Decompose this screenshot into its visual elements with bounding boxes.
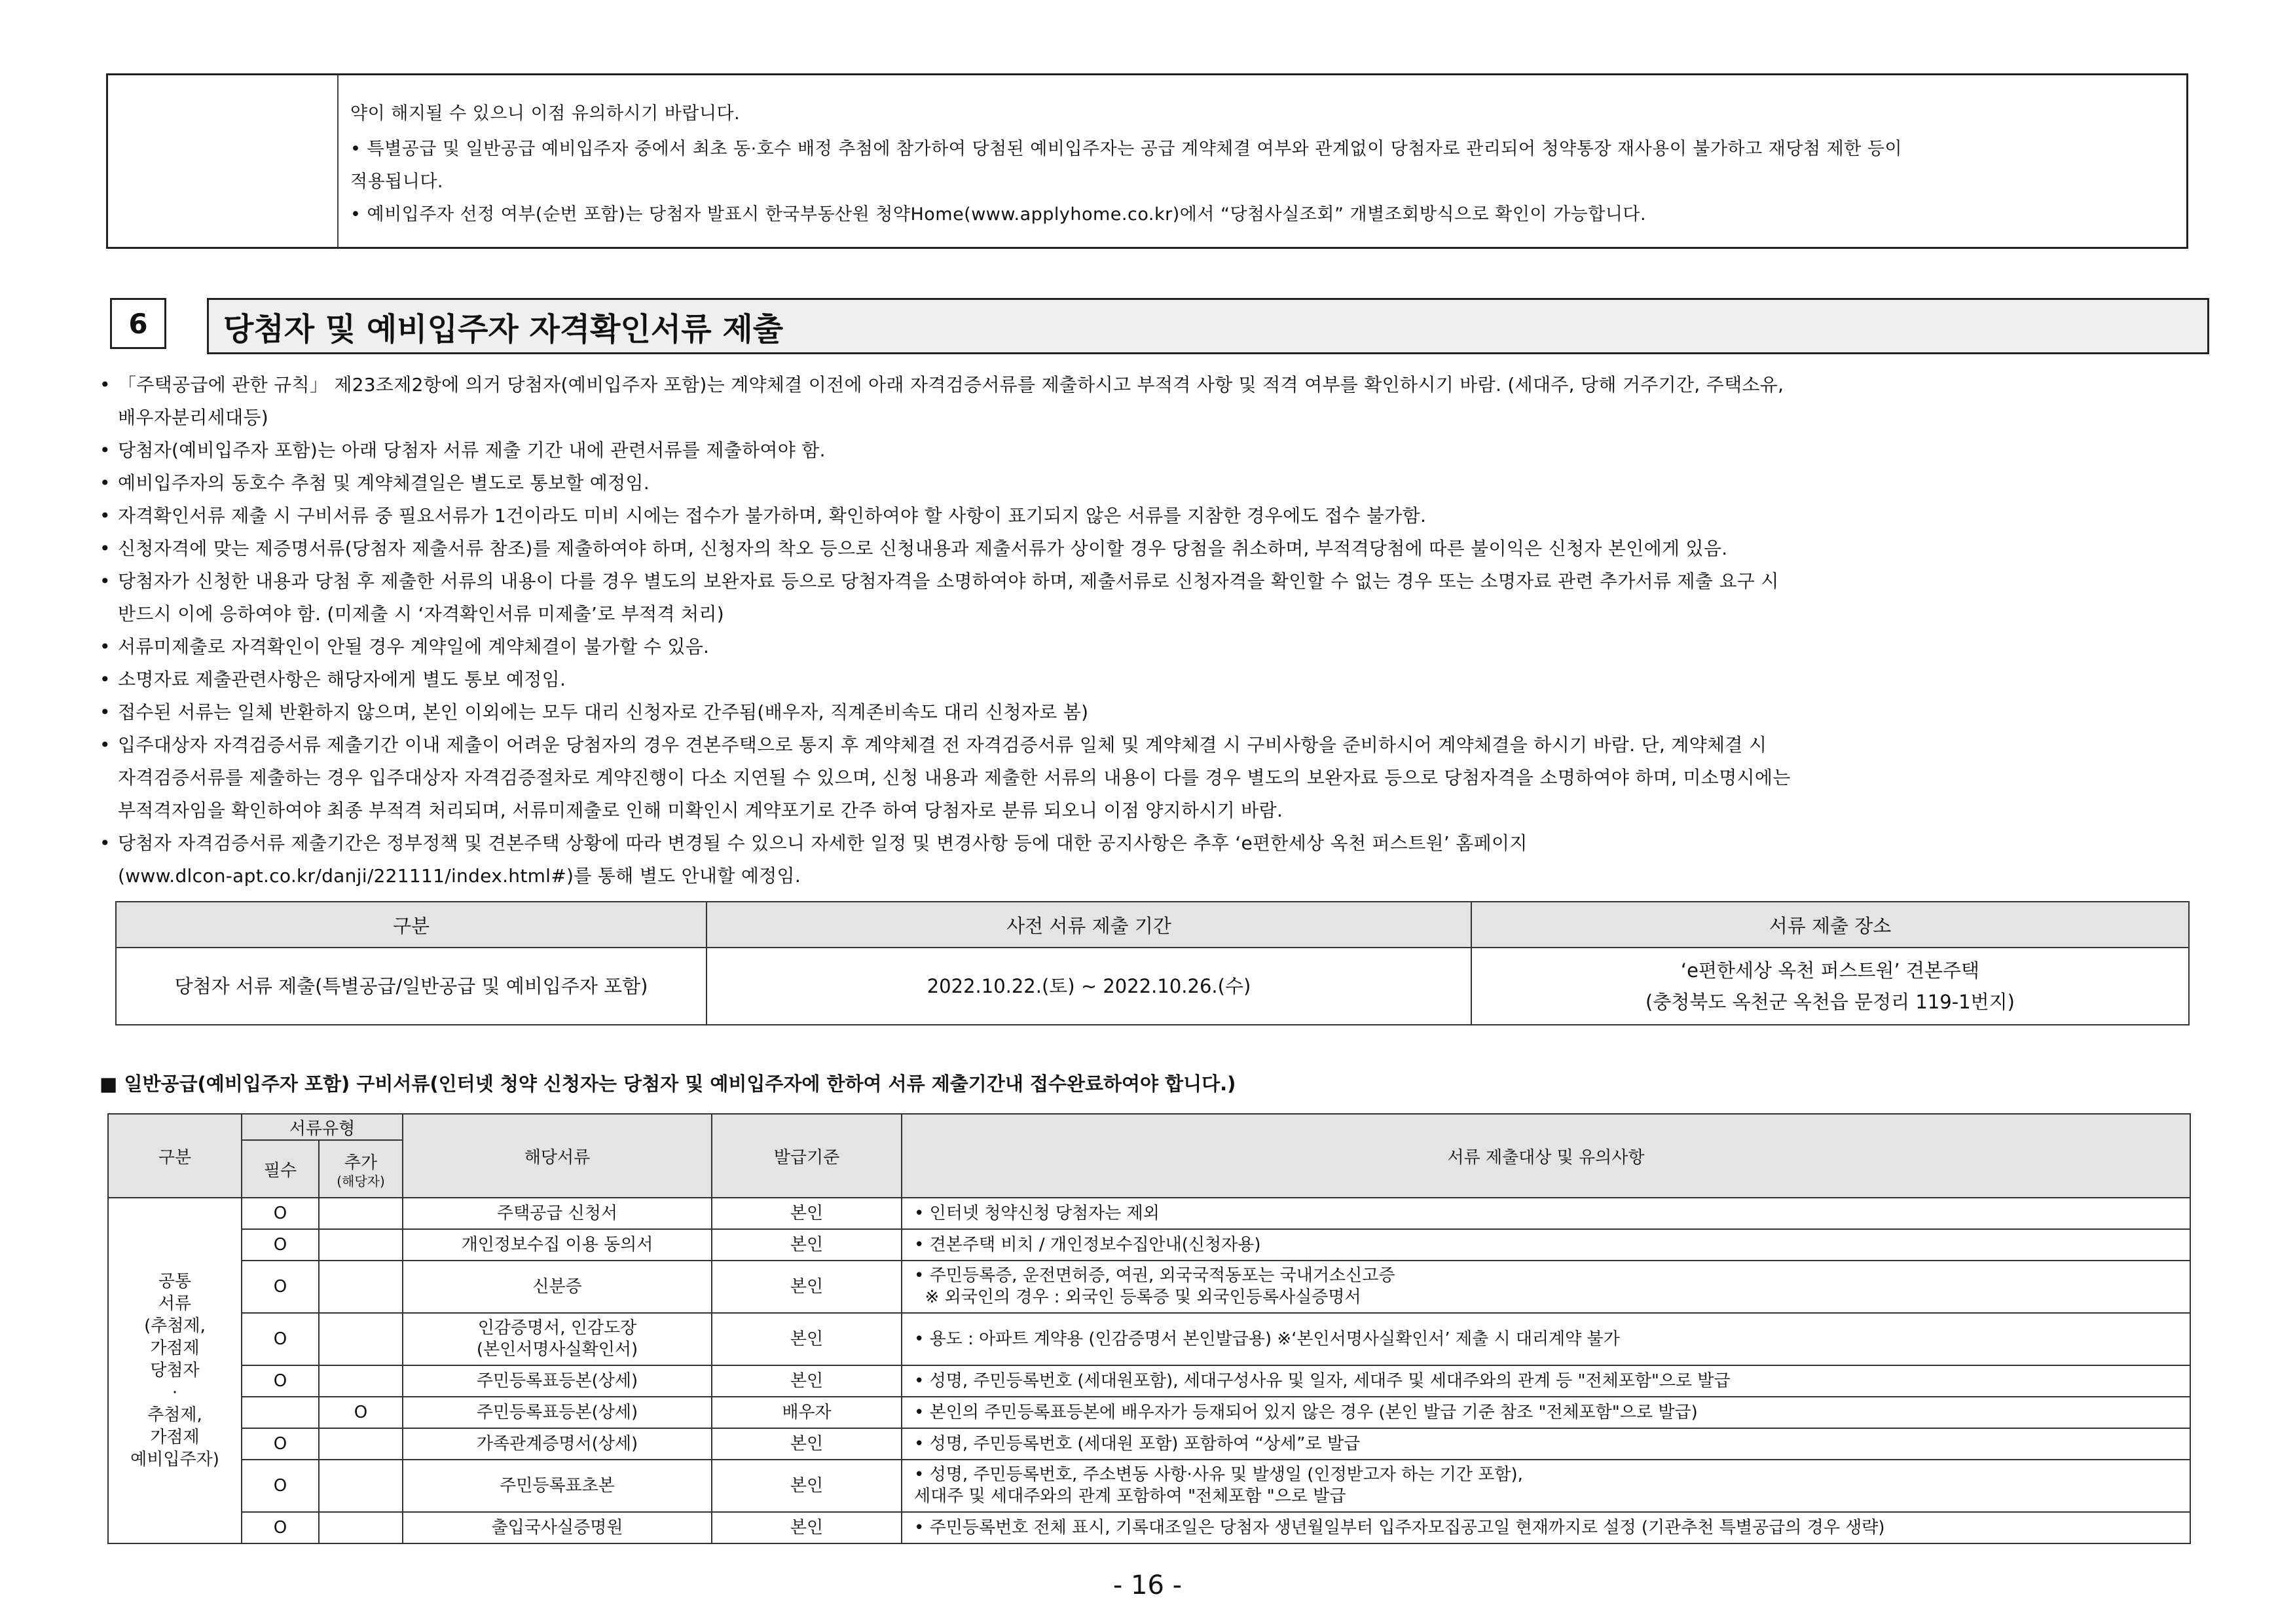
document-notes: • 성명, 주민등록번호 (세대원포함), 세대구성사유 및 일자, 세대주 및 세대주와의 관계 등 "전체포함"으로 발급	[902, 1365, 2190, 1397]
group-label-line: 추첨제,	[147, 1405, 202, 1425]
issue-basis: 본인	[712, 1198, 902, 1229]
submission-schedule-table	[115, 901, 2190, 1025]
bullet-item: • 예비입주자의 동호수 추첨 및 계약체결일은 별도로 통보할 예정임.	[100, 472, 650, 494]
table-header: 구분	[116, 902, 707, 948]
required-mark: O	[242, 1261, 319, 1313]
document-notes: • 본인의 주민등록표등본에 배우자가 등재되어 있지 않은 경우 (본인 발급 기준 참조 "전체포함"으로 발급)	[902, 1397, 2190, 1428]
submission-period: 2022.10.22.(토) ~ 2022.10.26.(수)	[707, 948, 1471, 1025]
table-header: 서류 제출 장소	[1471, 902, 2189, 948]
additional-mark	[319, 1428, 403, 1460]
top-box-line: 약이 해지될 수 있으니 이점 유의하시기 바랍니다.	[350, 103, 741, 124]
note-line: • 주민등록증, 운전면허증, 여권, 외국국적동포는 국내거소신고증	[914, 1266, 1395, 1285]
group-label-line: 당첨자	[150, 1361, 200, 1380]
bullet-item: • 서류미제출로 자격확인이 안될 경우 계약일에 계약체결이 불가할 수 있음.	[100, 636, 710, 657]
bullet-item: • 당첨자가 신청한 내용과 당첨 후 제출한 서류의 내용이 다를 경우 별도의 보완자료 등으로 당첨자격을 소명하여야 하며, 제출서류로 신청자격을 확인할 수 없는 경우 또는 소명자료 관련 추가서류 제출 요구 시	[100, 570, 1779, 592]
document-notes	[902, 1261, 2190, 1313]
table-row	[108, 1460, 2190, 1512]
additional-mark	[319, 1198, 403, 1229]
note-line: 세대주 및 세대주와의 관계 포함하여 "전체포함 "으로 발급	[914, 1486, 1346, 1506]
table-header: 발급기준	[712, 1114, 902, 1198]
document-name: 주민등록표등본(상세)	[403, 1397, 712, 1428]
additional-mark	[319, 1229, 403, 1261]
document-name: 주택공급 신청서	[403, 1198, 712, 1229]
document-name: 신분증	[403, 1261, 712, 1313]
bullet-item: • 「주택공급에 관한 규칙」 제23조제2항에 의거 당첨자(예비입주자 포함)는 계약체결 이전에 아래 자격검증서류를 제출하시고 부적격 사항 및 적격 여부를 확인하시기 바람. (세대주, 당해 거주기간, 주택소유,	[100, 374, 1784, 396]
bullet-continuation: 부적격자임을 확인하여야 최종 부적격 처리되며, 서류미제출로 인해 미확인시 계약포기로 간주 하여 당첨자로 분류 되오니 이점 양지하시기 바람.	[118, 800, 1283, 821]
required-mark: O	[242, 1229, 319, 1261]
table-header: 해당서류	[403, 1114, 712, 1198]
additional-mark	[319, 1261, 403, 1313]
document-name	[403, 1313, 712, 1365]
issue-basis: 본인	[712, 1365, 902, 1397]
table-row	[108, 1229, 2190, 1261]
table-row	[108, 1428, 2190, 1460]
document-name: 가족관계증명서(상세)	[403, 1428, 712, 1460]
required-mark: O	[242, 1512, 319, 1543]
note-line: • 성명, 주민등록번호, 주소변동 사항·사유 및 발생일 (인정받고자 하는 기간 포함),	[914, 1465, 1523, 1485]
group-label-line: 예비입주자)	[130, 1450, 219, 1469]
top-box-line: • 예비입주자 선정 여부(순번 포함)는 당첨자 발표시 한국부동산원 청약Home(www.applyhome.co.kr)에서 “당첨사실조회” 개별조회방식으로 확인이 가능합니다.	[350, 204, 1647, 225]
bullet-item: • 입주대상자 자격검증서류 제출기간 이내 제출이 어려운 당첨자의 경우 견본주택으로 통지 후 계약체결 전 자격검증서류 일체 및 계약체결 시 구비사항을 준비하시어 계약체결을 하시기 바람. 단, 계약체결 시	[100, 734, 1767, 756]
top-box-line: • 특별공급 및 일반공급 예비입주자 중에서 최초 동·호수 배정 추첨에 참가하여 당첨된 예비입주자는 공급 계약체결 여부와 관계없이 당첨자로 관리되어 청약통장 재사용이 불가하고 재당첨 제한 등이	[350, 139, 1903, 159]
table-header: 서류 제출대상 및 유의사항	[902, 1114, 2190, 1198]
table-row	[108, 1365, 2190, 1397]
section-number: 6	[110, 298, 166, 349]
table-header: 사전 서류 제출 기간	[707, 902, 1471, 948]
required-mark: O	[242, 1460, 319, 1512]
additional-mark	[319, 1512, 403, 1543]
document-name: 출입국사실증명원	[403, 1512, 712, 1543]
bullet-continuation: 반드시 이에 응하여야 함. (미제출 시 ‘자격확인서류 미제출’로 부적격 처리)	[118, 603, 724, 625]
required-mark: O	[242, 1313, 319, 1365]
document-name: 개인정보수집 이용 동의서	[403, 1229, 712, 1261]
issue-basis: 본인	[712, 1229, 902, 1261]
document-notes: • 주민등록번호 전체 표시, 기록대조일은 당첨자 생년월일부터 입주자모집공고일 현재까지로 설정 (기관추천 특별공급의 경우 생략)	[902, 1512, 2190, 1543]
submission-place-name: ‘e편한세상 옥천 퍼스트원’ 견본주택	[1680, 959, 1980, 982]
table-header-sublabel: (해당자)	[337, 1173, 385, 1189]
bullet-item: • 접수된 서류는 일체 반환하지 않으며, 본인 이외에는 모두 대리 신청자로 간주됨(배우자, 직계존비속도 대리 신청자로 봄)	[100, 701, 1089, 723]
group-label-line: 가점제	[150, 1338, 200, 1358]
submission-place-address: (충청북도 옥천군 옥천읍 문정리 119-1번지)	[1645, 991, 2015, 1013]
group-label-line: (추첨제,	[144, 1316, 206, 1336]
group-label-line: 서류	[158, 1294, 192, 1314]
documents-table-caption: ■ 일반공급(예비입주자 포함) 구비서류(인터넷 청약 신청자는 당첨자 및 예비입주자에 한하여 서류 제출기간내 접수완료하여야 합니다.)	[100, 1073, 1236, 1095]
required-documents-table	[107, 1113, 2191, 1544]
table-row	[108, 1397, 2190, 1428]
table-row	[108, 1313, 2190, 1365]
bullet-continuation: 자격검증서류를 제출하는 경우 입주대상자 자격검증절차로 계약진행이 다소 지연될 수 있으며, 신청 내용과 제출한 서류의 내용이 다를 경우 별도의 보완자료 등으로 당첨자격을 소명하여야 하며, 미소명시에는	[118, 767, 1791, 788]
issue-basis: 배우자	[712, 1397, 902, 1428]
table-header	[319, 1140, 403, 1198]
note-line: ※ 외국인의 경우 : 외국인 등록증 및 외국인등록사실증명서	[914, 1287, 1361, 1307]
group-label-line: ·	[172, 1383, 178, 1403]
bullet-continuation: 배우자분리세대등)	[118, 407, 269, 428]
bullet-item: • 신청자격에 맞는 제증명서류(당첨자 제출서류 참조)를 제출하여야 하며, 신청자의 착오 등으로 신청내용과 제출서류가 상이할 경우 당첨을 취소하며, 부적격당첨에 따른 불이익은 신청자 본인에게 있음.	[100, 538, 1728, 559]
document-name-line: (본인서명사실확인서)	[476, 1340, 638, 1359]
required-mark	[242, 1397, 319, 1428]
submission-place	[1471, 948, 2189, 1025]
issue-basis: 본인	[712, 1460, 902, 1512]
table-row	[108, 1512, 2190, 1543]
bullet-item: • 당첨자(예비입주자 포함)는 아래 당첨자 서류 제출 기간 내에 관련서류를 제출하여야 함.	[100, 439, 826, 461]
document-name-line: 인감증명서, 인감도장	[477, 1318, 637, 1338]
additional-mark: O	[319, 1397, 403, 1428]
required-mark: O	[242, 1365, 319, 1397]
bullet-item: • 자격확인서류 제출 시 구비서류 중 필요서류가 1건이라도 미비 시에는 접수가 불가하며, 확인하여야 할 사항이 표기되지 않은 서류를 지참한 경우에도 접수 불가함.	[100, 505, 1427, 526]
table-row	[108, 1261, 2190, 1313]
table-row	[108, 1198, 2190, 1229]
document-name: 주민등록표초본	[403, 1460, 712, 1512]
table-header: 서류유형	[242, 1114, 403, 1140]
document-name: 주민등록표등본(상세)	[403, 1365, 712, 1397]
issue-basis: 본인	[712, 1313, 902, 1365]
required-mark: O	[242, 1428, 319, 1460]
issue-basis: 본인	[712, 1512, 902, 1543]
bullet-continuation: (www.dlcon-apt.co.kr/danji/221111/index.html#)를 통해 별도 안내할 예정임.	[118, 865, 801, 887]
document-notes: • 견본주택 비치 / 개인정보수집안내(신청자용)	[902, 1229, 2190, 1261]
table-header: 필수	[242, 1140, 319, 1198]
document-notes: • 성명, 주민등록번호 (세대원 포함) 포함하여 “상세”로 발급	[902, 1428, 2190, 1460]
document-notes	[902, 1460, 2190, 1512]
previous-section-box	[106, 73, 2188, 249]
required-mark: O	[242, 1198, 319, 1229]
submission-category: 당첨자 서류 제출(특별공급/일반공급 및 예비입주자 포함)	[116, 948, 707, 1025]
document-notes: • 인터넷 청약신청 당첨자는 제외	[902, 1198, 2190, 1229]
issue-basis: 본인	[712, 1261, 902, 1313]
additional-mark	[319, 1460, 403, 1512]
group-label-line: 가점제	[150, 1428, 200, 1447]
table-header-label: 추가	[344, 1153, 378, 1173]
bullet-item: • 소명자료 제출관련사항은 해당자에게 별도 통보 예정임.	[100, 669, 566, 690]
document-notes: • 용도 : 아파트 계약용 (인감증명서 본인발급용) ※‘본인서명사실확인서’ 제출 시 대리계약 불가	[902, 1313, 2190, 1365]
table-header-row	[116, 902, 2189, 948]
additional-mark	[319, 1365, 403, 1397]
issue-basis: 본인	[712, 1428, 902, 1460]
table-row	[116, 948, 2189, 1025]
table-header-row	[108, 1114, 2190, 1140]
bullet-item: • 당첨자 자격검증서류 제출기간은 정부정책 및 견본주택 상황에 따라 변경될 수 있으니 자세한 일정 및 변경사항 등에 대한 공지사항은 추후 ‘e편한세상 옥천 퍼스트원’ 홈페이지	[100, 832, 1528, 854]
group-label	[108, 1198, 242, 1543]
additional-mark	[319, 1313, 403, 1365]
top-box-line: 적용됩니다.	[350, 172, 443, 192]
column-divider	[337, 75, 339, 247]
group-label-line: 공통	[158, 1272, 192, 1291]
section-title: 당첨자 및 예비입주자 자격확인서류 제출	[207, 298, 2209, 354]
page-number: - 16 -	[1112, 1570, 1183, 1600]
table-header: 구분	[108, 1114, 242, 1198]
